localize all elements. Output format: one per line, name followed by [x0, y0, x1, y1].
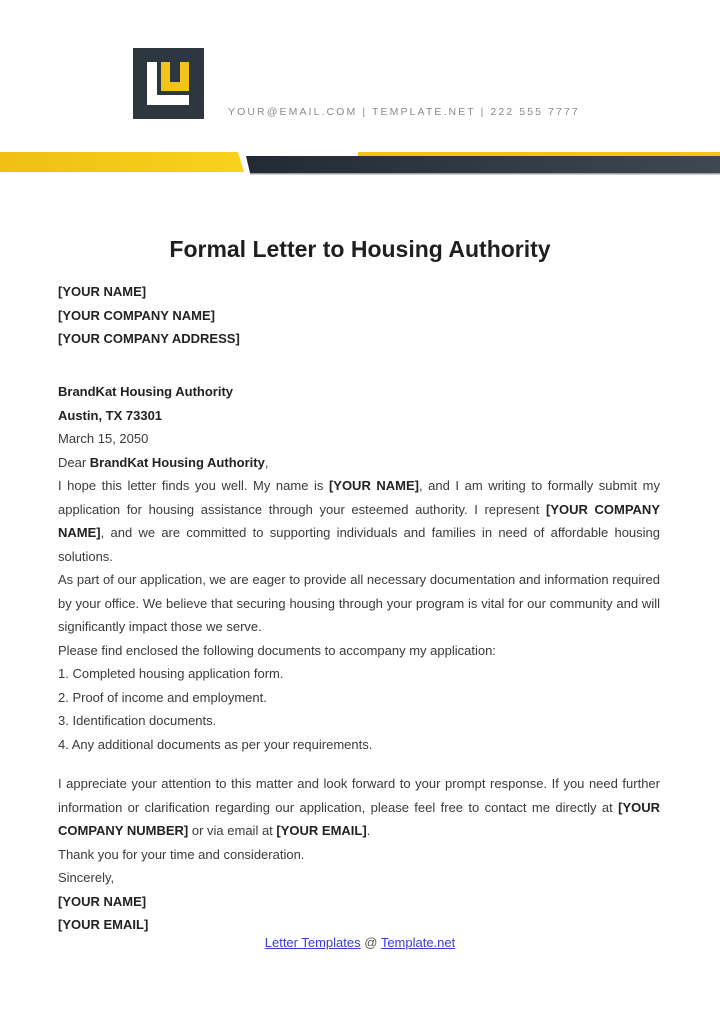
- intro-text-2: , and I am writing to formally submit my application for housing assistance through your esteemed authority. I represent: [58, 478, 660, 517]
- list-item: 1. Completed housing application form.: [58, 666, 284, 681]
- sender-address: [YOUR COMPANY ADDRESS]: [58, 331, 240, 346]
- logo-u-bottom: [161, 82, 189, 91]
- paragraph-documentation: As part of our application, we are eager to provide all necessary documentation and information required by your office. We believe that securing housing through your program is vital for our community and will significantly impact those we serve.: [58, 572, 660, 634]
- salutation-suffix: ,: [264, 454, 269, 470]
- sender-block: [58, 280, 660, 351]
- signature-email: [YOUR EMAIL]: [58, 917, 149, 932]
- thanks-line: Thank you for your time and consideration.: [58, 846, 305, 862]
- documents-list: [58, 662, 660, 756]
- banner-dark-bar: [246, 156, 720, 173]
- paragraph-intro: [58, 474, 660, 568]
- banner-yellow-left: [0, 152, 244, 172]
- recipient-name: BrandKat Housing Authority: [58, 384, 234, 399]
- recipient-city: Austin, TX 73301: [58, 407, 163, 423]
- logo-l-horizontal: [147, 95, 189, 105]
- intro-company-name: [YOUR COMPANY NAME]: [58, 501, 660, 540]
- company-logo: [133, 48, 204, 119]
- letter-templates-link[interactable]: Letter Templates: [264, 935, 361, 950]
- list-item: 4. Any additional documents as per your requirements.: [58, 736, 373, 752]
- contact-text-3: .: [366, 823, 371, 838]
- contact-company-number: [YOUR COMPANY NUMBER]: [58, 799, 660, 838]
- footer-attribution: [0, 935, 720, 950]
- intro-text-1: I hope this letter finds you well. My name is: [58, 478, 329, 493]
- salutation: [58, 451, 660, 475]
- template-net-link[interactable]: Template.net: [380, 935, 456, 950]
- contact-email: [YOUR EMAIL]: [276, 823, 367, 838]
- banner-shadow-line: [250, 173, 720, 175]
- letter-date: March 15, 2050: [58, 431, 149, 446]
- recipient-block: [58, 380, 660, 474]
- sender-company: [YOUR COMPANY NAME]: [58, 307, 215, 323]
- header-banner: [0, 150, 720, 180]
- salutation-name: BrandKat Housing Authority: [89, 454, 265, 470]
- signature-name: [YOUR NAME]: [58, 893, 147, 909]
- closing-block: [58, 772, 660, 937]
- list-item: 2. Proof of income and employment.: [58, 689, 267, 705]
- document-title: Formal Letter to Housing Authority: [169, 236, 551, 262]
- contact-line: YOUR@EMAIL.COM | TEMPLATE.NET | 222 555 7777: [228, 106, 580, 118]
- intro-your-name: [YOUR NAME]: [328, 478, 419, 493]
- letter-body: [58, 474, 660, 756]
- closing-word: Sincerely,: [58, 870, 115, 885]
- contact-text-1: I appreciate your attention to this matter and look forward to your prompt response. If you need further information or clarification regarding our application, please feel free to contact me directly at: [58, 776, 660, 815]
- list-intro: Please find enclosed the following documents to accompany my application:: [58, 642, 496, 658]
- intro-text-3: , and we are committed to supporting individuals and families in need of affordable housing solutions.: [58, 525, 660, 564]
- paragraph-contact: [58, 772, 660, 843]
- footer-separator: @: [360, 935, 381, 950]
- contact-text-2: or via email at: [188, 823, 277, 838]
- list-item: 3. Identification documents.: [58, 713, 217, 728]
- salutation-prefix: Dear: [58, 454, 90, 470]
- sender-name: [YOUR NAME]: [58, 284, 147, 299]
